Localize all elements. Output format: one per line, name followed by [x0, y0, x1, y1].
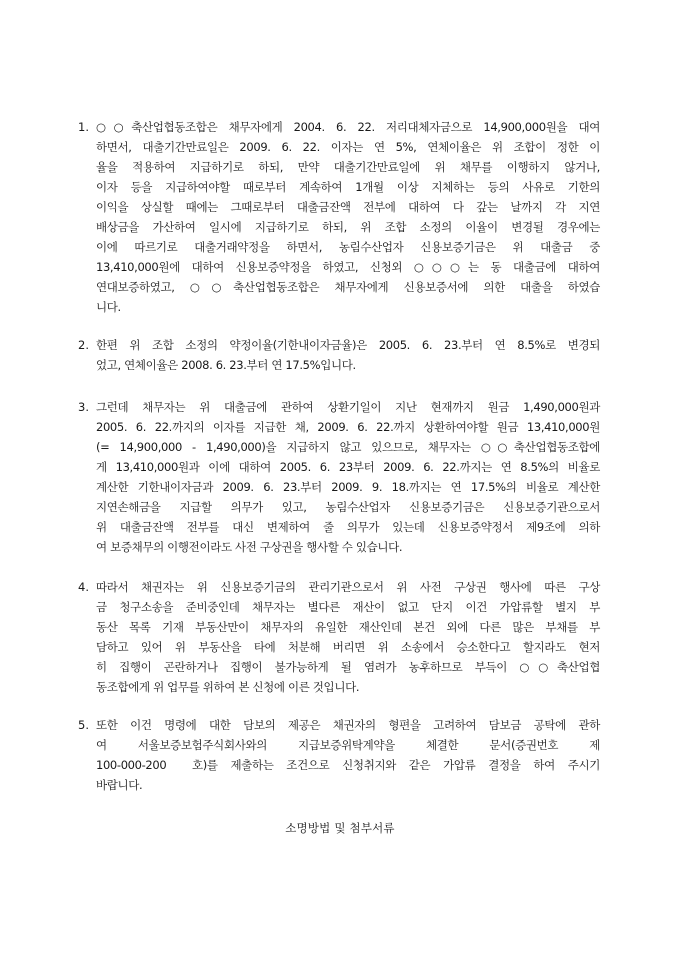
paragraph-line: 담하고 있어 위 부동산을 타에 처분해 버리면 위 소송에서 승소한다고 할지라도 현저 — [96, 640, 600, 654]
paragraph-line: 하면서, 대출기간만료일은 2009. 6. 22. 이자는 연 5%, 연체이율은 위 조합이 정한 이 — [96, 140, 600, 154]
paragraph-line: 여 서울보증보험주식회사와의 지급보증위탁계약을 체결한 문서(증권번호 제 — [96, 738, 600, 752]
section-heading-evidence-attachments: 소명방법 및 첨부서류 — [285, 821, 395, 835]
paragraph-line: 동산 목록 기재 부동산만이 채무자의 유일한 재산인데 본건 외에 다른 많은 부채를 부 — [96, 620, 600, 634]
paragraph-line: 히 집행이 곤란하거나 집행이 불가능하게 될 염려가 농후하므로 부득이 ○○축산업협 — [96, 660, 600, 674]
paragraph-line: 위 대출금잔액 전부를 대신 변제하여 줄 의무가 있는데 신용보증약정서 제9조에 의하 — [96, 520, 600, 534]
paragraph-line: 따라서 채권자는 위 신용보증기금의 관리기관으로서 위 사전 구상권 행사에 따른 구상 — [96, 580, 600, 594]
paragraph-line: 바랍니다. — [96, 778, 143, 792]
paragraph-number: 2. — [78, 338, 89, 352]
paragraph-line: 또한 이건 명령에 대한 담보의 제공은 채권자의 형편을 고려하여 담보금 공탁에 관하 — [96, 718, 600, 732]
paragraph-5 — [78, 715, 600, 795]
paragraph-line: 한편 위 조합 소정의 약정이율(기한내이자금율)은 2005. 6. 23.부터 연 8.5%로 변경되 — [96, 338, 600, 352]
paragraph-line: 게 13,410,000원과 이에 대하여 2005. 6. 23부터 2009. 6. 22.까지는 연 8.5%의 비율로 — [96, 460, 600, 474]
paragraph-line: 이자 등을 지급하여야할 때로부터 계속하여 1개월 이상 지체하는 등의 사유로 기한의 — [96, 180, 600, 194]
paragraph-number: 1. — [78, 120, 89, 134]
paragraph-line: 었고, 연체이율은 2008. 6. 23.부터 연 17.5%입니다. — [96, 358, 356, 372]
paragraph-line: 100-000-200 호)를 제출하는 조건으로 신청취지와 같은 가압류 결정을 하여 주시기 — [96, 758, 600, 772]
paragraph-line: 2005. 6. 22.까지의 이자를 지급한 채, 2009. 6. 22.까지 상환하여야할 원금 13,410,000원 — [96, 420, 600, 434]
paragraph-line: 그런데 채무자는 위 대출금에 관하여 상환기일이 지난 현재까지 원금 1,490,000원과 — [96, 400, 600, 414]
paragraph-line: 이에 따르기로 대출거래약정을 하면서, 농림수산업자 신용보증기금은 위 대출금 중 — [96, 240, 600, 254]
paragraph-line: 금 청구소송을 준비중인데 채무자는 별다른 재산이 없고 단지 이건 가압류할 별지 부 — [96, 600, 600, 614]
paragraph-line: 이익을 상실할 때에는 그때로부터 대출금잔액 전부에 대하여 다 갚는 날까지 각 지연 — [96, 200, 600, 214]
paragraph-line: (= 14,900,000 - 1,490,000)을 지급하지 않고 있으므로, 채무자는 ○○축산업협동조합에 — [96, 440, 600, 454]
paragraph-line: ○○축산업협동조합은 채무자에게 2004. 6. 22. 저리대체자금으로 14,900,000원을 대여 — [96, 120, 600, 134]
paragraph-line: 지연손해금을 지급할 의무가 있고, 농림수산업자 신용보증기금은 신용보증기관으로서 — [96, 500, 600, 514]
paragraph-4 — [78, 577, 600, 697]
paragraph-line: 13,410,000원에 대하여 신용보증약정을 하였고, 신청외 ○○○는 동 대출금에 대하여 — [96, 260, 600, 274]
paragraph-line: 배상금을 가산하여 일시에 지급하기로 하되, 위 조합 소정의 이율이 변경될 경우에는 — [96, 220, 600, 234]
paragraph-line: 여 보증채무의 이행전이라도 사전 구상권을 행사할 수 있습니다. — [96, 540, 403, 554]
paragraph-1 — [78, 117, 600, 317]
paragraph-line: 동조합에게 위 업무를 위하여 본 신청에 이른 것입니다. — [96, 680, 360, 694]
paragraph-line: 연대보증하였고, ○○축산업협동조합은 채무자에게 신용보증서에 의한 대출을 하였습 — [96, 280, 600, 294]
paragraph-line: 계산한 기한내이자금과 2009. 6. 23.부터 2009. 9. 18.까지는 연 17.5%의 비율로 계산한 — [96, 480, 600, 494]
paragraph-number: 3. — [78, 400, 89, 414]
paragraph-number: 4. — [78, 580, 89, 594]
paragraph-line: 니다. — [96, 300, 121, 314]
paragraph-2 — [78, 335, 600, 375]
paragraph-number: 5. — [78, 718, 89, 732]
paragraph-3 — [78, 397, 600, 557]
paragraph-line: 율을 적용하여 지급하기로 하되, 만약 대출기간만료일에 위 채무를 이행하지 않거나, — [96, 160, 600, 174]
